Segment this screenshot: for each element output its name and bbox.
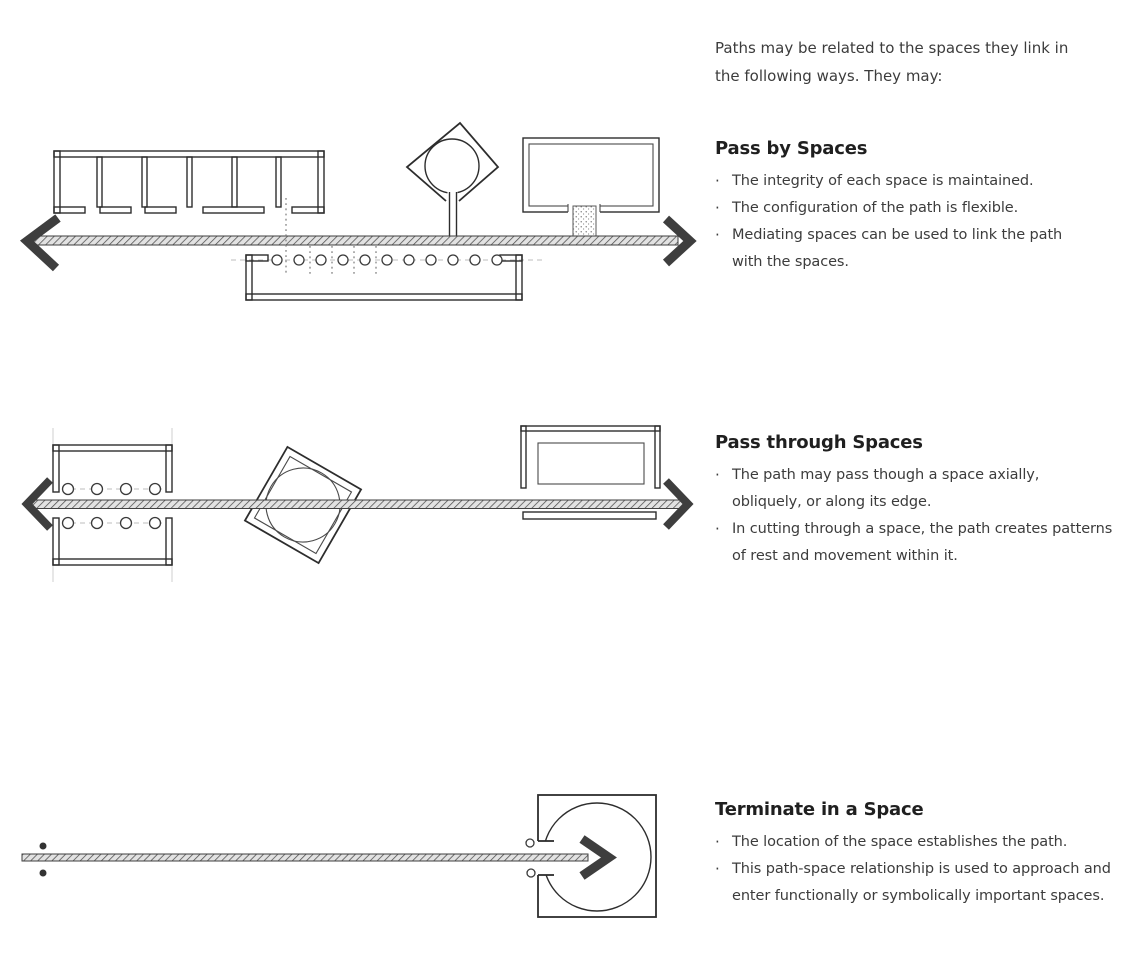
bullet-line: The location of the space establishes the path.	[732, 834, 1068, 850]
section-heading: Pass through Spaces	[715, 432, 923, 453]
bullet-marker: ·	[715, 833, 720, 851]
bullet-item	[715, 462, 1117, 516]
hall-with-vestibule-plan	[523, 138, 659, 236]
bullet-marker: ·	[715, 199, 720, 217]
bullet-item	[715, 829, 1117, 856]
path-start-dot	[40, 843, 47, 850]
bullet-item	[715, 195, 1117, 222]
bullet-marker: ·	[715, 520, 720, 538]
section-heading: Pass by Spaces	[715, 138, 868, 159]
bullet-line: with the spaces.	[732, 254, 849, 270]
cellular-rooms-plan	[54, 151, 324, 213]
bullet-line: This path-space relationship is used to approach and	[732, 861, 1111, 877]
bullet-line: The configuration of the path is flexible.	[732, 200, 1019, 216]
diamond-pavilion-plan	[407, 123, 498, 237]
section-terminate-in-space	[715, 799, 1117, 910]
mediating-space	[573, 206, 596, 236]
path-band	[28, 500, 683, 509]
entry-column	[526, 839, 534, 847]
path-band	[28, 236, 678, 245]
bullet-line: of rest and movement within it.	[732, 548, 958, 564]
bullet-line: enter functionally or symbolically important spaces.	[732, 888, 1105, 904]
intro-line: Paths may be related to the spaces they link in	[715, 39, 1069, 57]
entry-column	[527, 869, 535, 877]
bullet-line: The integrity of each space is maintained.	[732, 173, 1034, 189]
bullet-item	[715, 168, 1117, 195]
section-pass-by-spaces	[715, 138, 1117, 276]
bullet-line: Mediating spaces can be used to link the path	[732, 227, 1063, 243]
path-band	[22, 843, 588, 877]
intro-line: the following ways. They may:	[715, 67, 943, 85]
diagram-pass-by-spaces	[0, 110, 710, 325]
path-start-dot	[40, 870, 47, 877]
bullet-marker: ·	[715, 226, 720, 244]
bullet-line: obliquely, or along its edge.	[732, 494, 932, 510]
bullet-marker: ·	[715, 860, 720, 878]
bullet-item	[715, 856, 1117, 910]
section-heading: Terminate in a Space	[715, 799, 924, 820]
bullet-marker: ·	[715, 466, 720, 484]
bullet-line: In cutting through a space, the path creates patterns	[732, 521, 1113, 537]
diagram-terminate-in-space	[0, 760, 710, 940]
bullet-item	[715, 516, 1117, 570]
diagram-pass-through-spaces	[0, 410, 710, 590]
intro-text	[715, 34, 1117, 90]
bullet-item	[715, 222, 1117, 276]
colonnade-plan	[231, 255, 543, 300]
section-pass-through-spaces	[715, 432, 1117, 570]
bullet-line: The path may pass though a space axially,	[732, 467, 1040, 483]
bullet-marker: ·	[715, 172, 720, 190]
